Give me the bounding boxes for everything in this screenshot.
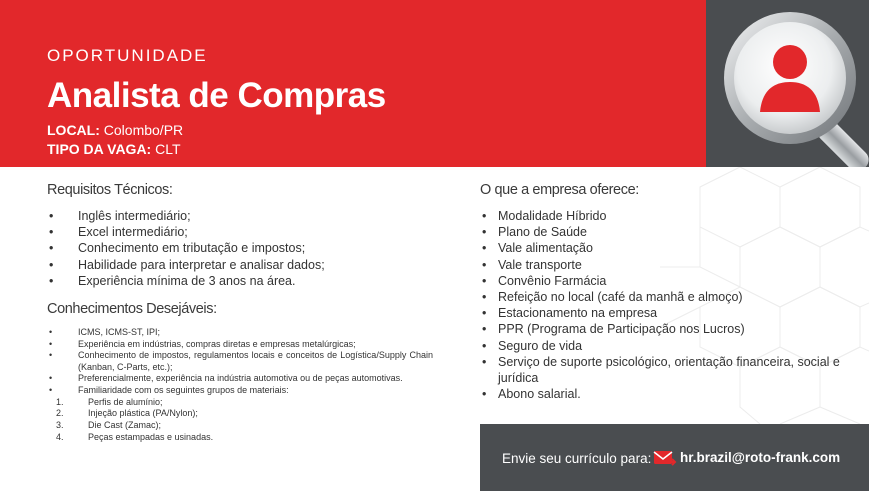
- list-item: • Excel intermediário;: [47, 224, 433, 240]
- left-column: [47, 182, 433, 444]
- list-item: • PPR (Programa de Participação nos Lucros): [480, 321, 865, 337]
- list-item: • Refeição no local (café da manhã e almoço): [480, 289, 865, 305]
- recruiting-graphic: [706, 0, 869, 167]
- section-title-desejaveis: Conhecimentos Desejáveis:: [47, 301, 217, 318]
- material-text: Die Cast (Zamac);: [88, 420, 162, 431]
- material-item: [47, 408, 433, 420]
- section-title-oferece: O que a empresa oferece:: [480, 182, 639, 198]
- list-item: • Vale alimentação: [480, 240, 865, 256]
- requisitos-list: [47, 208, 433, 289]
- section-title-requisitos: Requisitos Técnicos:: [47, 182, 173, 198]
- material-text: Perfis de alumínio;: [88, 396, 163, 407]
- list-item: • Estacionamento na empresa: [480, 305, 865, 321]
- header-kicker: OPORTUNIDADE: [47, 46, 208, 65]
- list-item: • Conhecimento em tributação e impostos;: [47, 240, 433, 256]
- material-number: 4.: [56, 431, 64, 442]
- material-item: [47, 420, 433, 432]
- list-item: • Abono salarial.: [480, 386, 865, 402]
- desejaveis-list: [47, 327, 433, 397]
- job-title: Analista de Compras: [47, 76, 386, 115]
- benefits-list: [480, 208, 865, 402]
- list-item: • Experiência mínima de 3 anos na área.: [47, 273, 433, 289]
- contact-footer: [480, 424, 869, 491]
- material-number: 1.: [56, 396, 64, 407]
- list-item: • Vale transporte: [480, 257, 865, 273]
- list-item: • ICMS, ICMS-ST, IPI;: [47, 327, 433, 339]
- mail-icon: [653, 448, 677, 468]
- header-banner: [0, 0, 706, 167]
- materials-list: [47, 397, 433, 444]
- material-item: [47, 397, 433, 409]
- job-type-label: TIPO DA VAGA:: [47, 141, 152, 157]
- list-item: [47, 385, 433, 397]
- materials-intro: Familiaridade com os seguintes grupos de materiais:: [78, 384, 289, 395]
- material-number: 2.: [56, 408, 64, 419]
- list-item: • Seguro de vida: [480, 338, 865, 354]
- location-value: Colombo/PR: [103, 122, 184, 138]
- magnifier-person-icon: [706, 0, 869, 167]
- list-item: • Experiência em indústrias, compras diretas e empresas metalúrgicas;: [47, 339, 433, 351]
- job-type-value: CLT: [155, 141, 181, 157]
- right-column: [480, 182, 865, 402]
- list-item: • Modalidade Híbrido: [480, 208, 865, 224]
- job-type: [47, 141, 181, 157]
- list-item: • Habilidade para interpretar e analisar dados;: [47, 257, 433, 273]
- list-item: • Serviço de suporte psicológico, orientação financeira, social e jurídica: [480, 354, 865, 386]
- contact-email-link[interactable]: hr.brazil@roto-frank.com: [680, 450, 841, 465]
- material-text: Injeção plástica (PA/Nylon);: [88, 408, 198, 419]
- location-label: LOCAL:: [47, 122, 100, 138]
- list-item: • Convênio Farmácia: [480, 273, 865, 289]
- material-text: Peças estampadas e usinadas.: [88, 431, 214, 442]
- list-item: • Plano de Saúde: [480, 224, 865, 240]
- list-item: • Inglês intermediário;: [47, 208, 433, 224]
- contact-label: Envie seu currículo para:: [502, 451, 652, 466]
- material-number: 3.: [56, 420, 64, 431]
- list-item: • Conhecimento de impostos, regulamentos locais e conceitos de Logística/Supply Chain (Kanban, C-Parts, etc.);: [47, 350, 433, 373]
- material-item: [47, 432, 433, 444]
- job-location: [47, 122, 183, 138]
- list-item: • Preferencialmente, experiência na indústria automotiva ou de peças automotivas.: [47, 373, 433, 385]
